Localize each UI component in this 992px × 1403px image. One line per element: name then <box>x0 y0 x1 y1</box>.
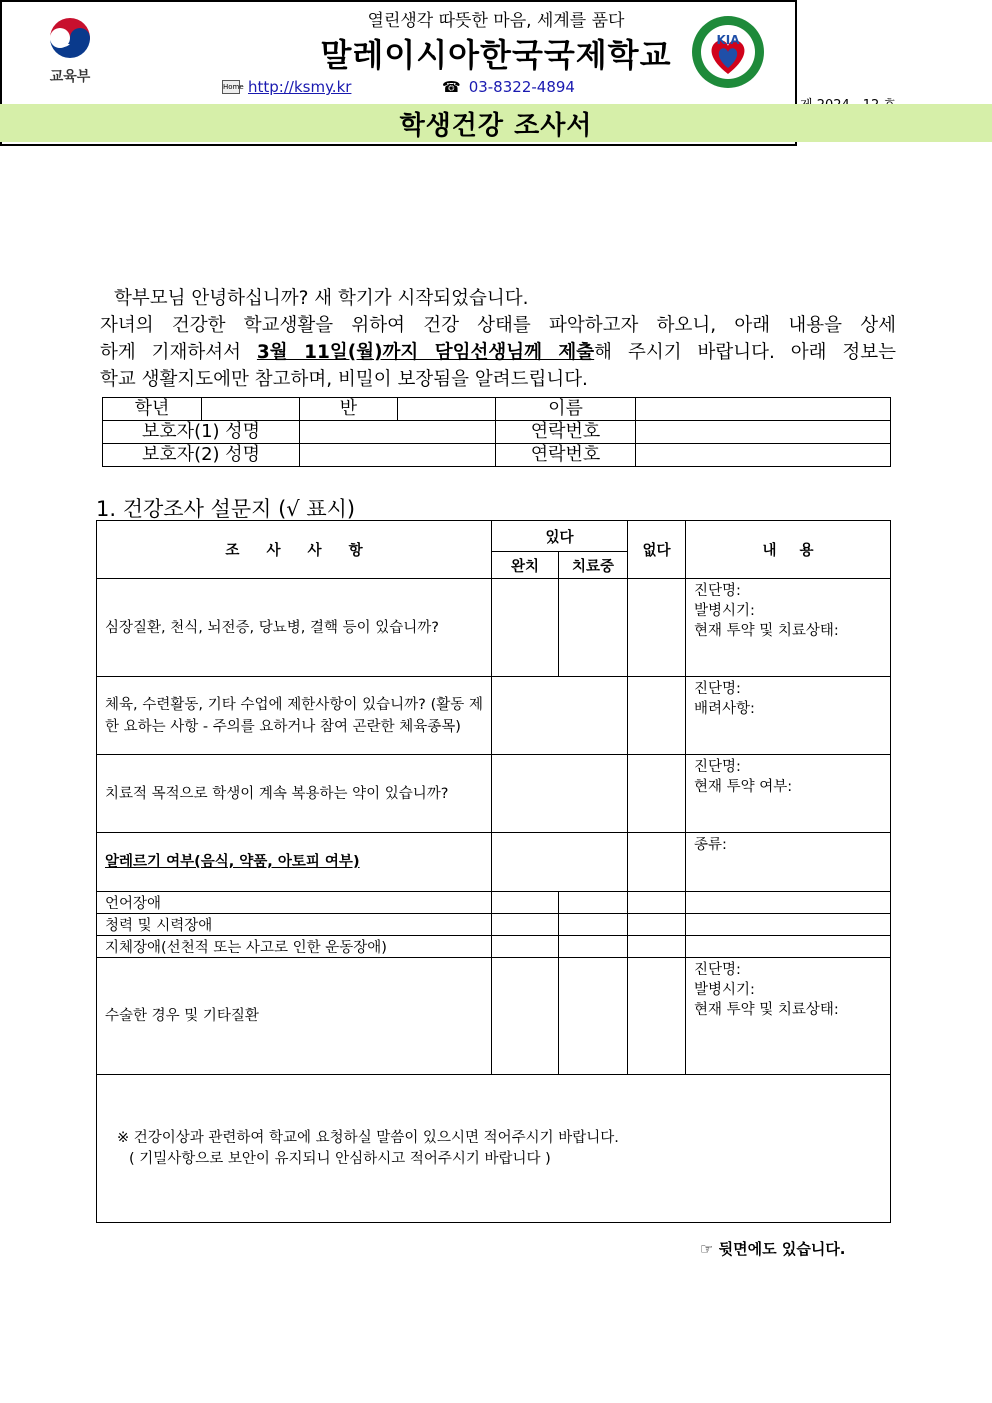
question-2: 체육, 수련활동, 기타 수업에 제한사항이 있습니까? (활동 제한 요하는 사항 - 주의를 요하거나 참여 곤란한 체육종목) <box>97 677 492 755</box>
type-label: 종류: <box>694 837 727 853</box>
yes-check-4[interactable] <box>492 833 628 892</box>
treatment-label: 현재 투약 및 치료상태: <box>694 623 839 639</box>
intro-line-3-end: 해 주시기 바랍니다. 아래 정보는 <box>594 342 896 363</box>
no-check-6[interactable] <box>628 914 686 936</box>
treatment-label: 현재 투약 및 치료상태: <box>694 1002 839 1018</box>
treating-check-5[interactable] <box>559 892 628 914</box>
details-5[interactable] <box>686 892 891 914</box>
no-check-8[interactable] <box>628 958 686 1075</box>
question-8: 수술한 경우 및 기타질환 <box>97 958 492 1075</box>
contact2-input[interactable] <box>636 444 891 467</box>
question-6: 청력 및 시력장애 <box>97 914 492 936</box>
question-4: 알레르기 여부(음식, 약품, 아토피 여부) <box>97 833 492 892</box>
table-row <box>97 579 891 677</box>
guardian2-input[interactable] <box>300 444 496 467</box>
header-content: 내 용 <box>686 521 891 579</box>
reverse-side-note: ☞ 뒷면에도 있습니다. <box>700 1240 846 1258</box>
details-6[interactable] <box>686 914 891 936</box>
student-info-table <box>102 397 891 467</box>
details-2[interactable] <box>686 677 891 755</box>
name-label: 이름 <box>496 398 636 421</box>
section-title: 1. 건강조사 설문지 (√ 표시) <box>96 497 356 521</box>
school-logo-text: KIA <box>716 33 740 47</box>
grade-label: 학년 <box>103 398 202 421</box>
question-1: 심장질환, 천식, 뇌전증, 당뇨병, 결핵 등이 있습니까? <box>97 579 492 677</box>
diagnosis-label: 진단명: <box>694 681 741 697</box>
no-check-1[interactable] <box>628 579 686 677</box>
no-check-7[interactable] <box>628 936 686 958</box>
table-row <box>97 892 891 914</box>
class-label: 반 <box>300 398 398 421</box>
school-name: 말레이시아한국국제학교 <box>320 36 672 74</box>
guardian1-input[interactable] <box>300 421 496 444</box>
phone-row <box>442 78 575 96</box>
ministry-label: 교육부 <box>49 69 91 85</box>
medication-label: 현재 투약 여부: <box>694 779 793 795</box>
health-survey-table <box>96 520 891 1223</box>
table-row <box>97 677 891 755</box>
table-row <box>97 958 891 1075</box>
intro-line-1: 학부모님 안녕하십니까? 새 학기가 시작되었습니다. <box>114 288 529 309</box>
question-7: 지체장애(선천적 또는 사고로 인한 운동장애) <box>97 936 492 958</box>
guardian2-label: 보호자(2) 성명 <box>103 444 300 467</box>
no-check-2[interactable] <box>628 677 686 755</box>
table-row <box>97 914 891 936</box>
no-check-5[interactable] <box>628 892 686 914</box>
intro-line-3 <box>100 339 896 366</box>
class-input[interactable] <box>398 398 496 421</box>
table-row <box>103 398 891 421</box>
deadline-text: 3월 11일(월)까지 담임선생님께 제출 <box>256 342 595 363</box>
homepage-link[interactable]: http://ksmy.kr <box>248 78 352 96</box>
diagnosis-label: 진단명: <box>694 583 741 599</box>
diagnosis-label: 진단명: <box>694 759 741 775</box>
slogan: 열린생각 따뜻한 마음, 세계를 품다 <box>367 11 625 31</box>
form-title: 학생건강 조사서 <box>0 104 992 142</box>
yes-check-3[interactable] <box>492 755 628 833</box>
school-emblem-icon <box>690 14 766 90</box>
intro-line-3-start: 하게 기재하셔서 <box>100 342 257 363</box>
request-note-line-2: ( 기밀사항으로 보안이 유지되니 안심하시고 적어주시기 바랍니다 ) <box>129 1150 551 1167</box>
header-item: 조 사 사 항 <box>97 521 492 579</box>
cured-check-5[interactable] <box>492 892 559 914</box>
details-7[interactable] <box>686 936 891 958</box>
treating-check-6[interactable] <box>559 914 628 936</box>
header-cured: 완치 <box>492 552 559 579</box>
grade-input[interactable] <box>202 398 300 421</box>
treating-check-8[interactable] <box>559 958 628 1075</box>
table-row <box>97 755 891 833</box>
treating-check-1[interactable] <box>559 579 628 677</box>
header-yes: 있다 <box>492 521 628 552</box>
table-row <box>97 936 891 958</box>
header-treating: 치료중 <box>559 552 628 579</box>
cured-check-8[interactable] <box>492 958 559 1075</box>
no-check-4[interactable] <box>628 833 686 892</box>
diagnosis-label: 진단명: <box>694 962 741 978</box>
details-1[interactable] <box>686 579 891 677</box>
details-3[interactable] <box>686 755 891 833</box>
table-row <box>97 1075 891 1223</box>
phone-icon: ☎ <box>442 78 461 96</box>
question-5: 언어장애 <box>97 892 492 914</box>
table-row <box>97 833 891 892</box>
question-3: 치료적 목적으로 학생이 계속 복용하는 약이 있습니까? <box>97 755 492 833</box>
cured-check-1[interactable] <box>492 579 559 677</box>
header-no: 없다 <box>628 521 686 579</box>
intro-line-4: 학교 생활지도에만 참고하며, 비밀이 보장됨을 알려드립니다. <box>100 369 588 390</box>
yes-check-2[interactable] <box>492 677 628 755</box>
details-4[interactable] <box>686 833 891 892</box>
cured-check-6[interactable] <box>492 914 559 936</box>
contact1-input[interactable] <box>636 421 891 444</box>
table-row <box>103 421 891 444</box>
table-row <box>97 521 891 552</box>
details-8[interactable] <box>686 958 891 1075</box>
request-note-line-1: ※ 건강이상과 관련하여 학교에 요청하실 말씀이 있으시면 적어주시기 바랍니다. <box>117 1129 619 1146</box>
onset-label: 발병시기: <box>694 603 755 619</box>
cured-check-7[interactable] <box>492 936 559 958</box>
contact2-label: 연락번호 <box>496 444 636 467</box>
contact1-label: 연락번호 <box>496 421 636 444</box>
homepage-row <box>222 78 351 96</box>
guardian1-label: 보호자(1) 성명 <box>103 421 300 444</box>
request-note-area[interactable] <box>97 1075 891 1223</box>
header-box <box>0 0 797 146</box>
intro-line-2: 자녀의 건강한 학교생활을 위하여 건강 상태를 파악하고자 하오니, 아래 내용을 상세 <box>100 315 896 336</box>
consideration-label: 배려사항: <box>694 701 755 717</box>
treating-check-7[interactable] <box>559 936 628 958</box>
phone-number: 03-8322-4894 <box>468 78 575 96</box>
name-input[interactable] <box>636 398 891 421</box>
onset-label: 발병시기: <box>694 982 755 998</box>
school-logo <box>690 14 766 94</box>
no-check-3[interactable] <box>628 755 686 833</box>
home-icon: Home <box>222 80 240 94</box>
header-top <box>0 0 992 106</box>
table-row <box>103 444 891 467</box>
intro-paragraph <box>100 285 896 393</box>
